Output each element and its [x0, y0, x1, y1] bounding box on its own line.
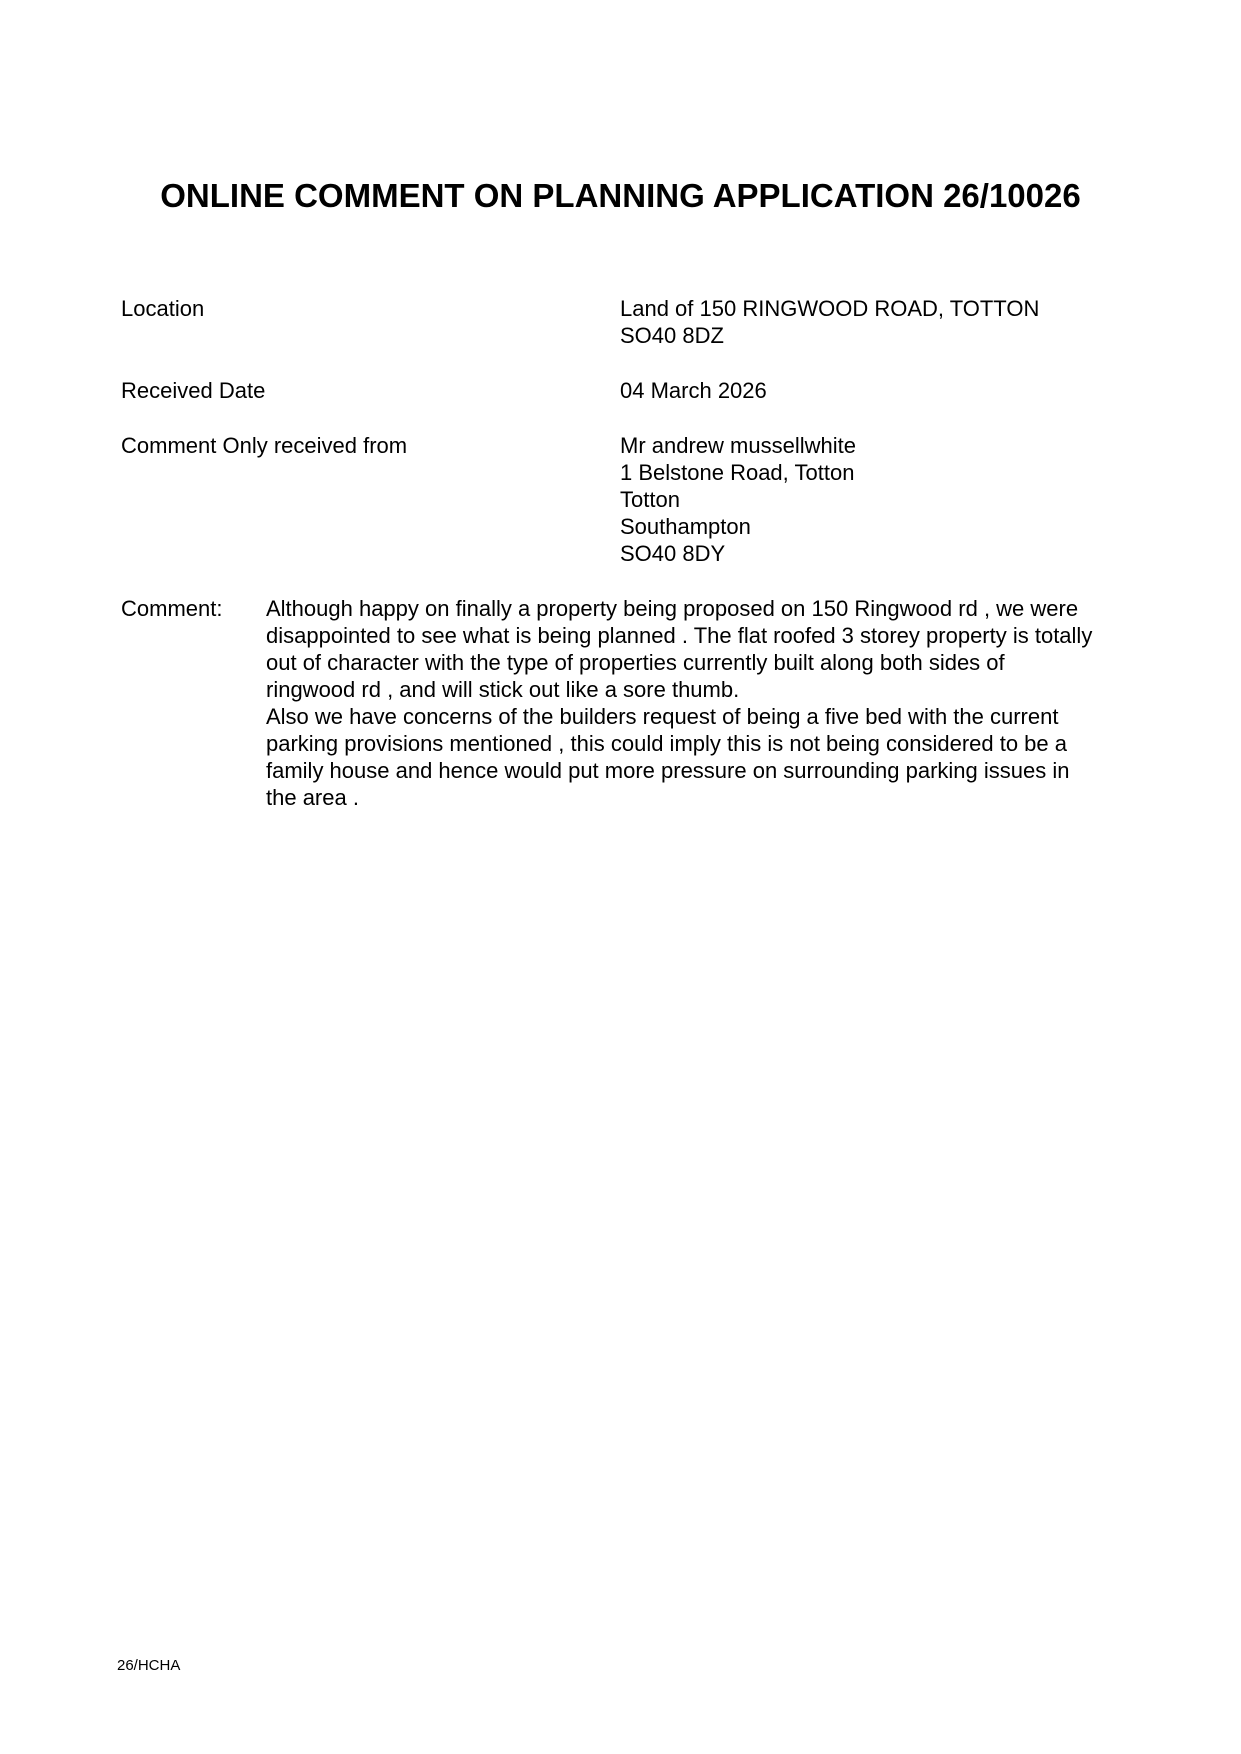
comment-line: out of character with the type of properties currently built along both sides of [266, 650, 1005, 675]
received-date-value [620, 377, 767, 404]
location-label: Location [121, 296, 205, 321]
comment-label: Comment: [121, 596, 223, 621]
comment-line: family house and hence would put more pressure on surrounding parking issues in [266, 758, 1070, 783]
comment-line: disappointed to see what is being planned . The flat roofed 3 storey property is totally [266, 623, 1093, 648]
address-line: Mr andrew mussellwhite [620, 433, 856, 458]
comment-line: the area . [266, 785, 359, 810]
received-date-label: Received Date [121, 378, 266, 403]
received-from-label: Comment Only received from [121, 433, 408, 458]
location-value [620, 295, 1039, 349]
address-line: SO40 8DY [620, 541, 726, 566]
comment-line: parking provisions mentioned , this could imply this is not being considered to be a [266, 731, 1068, 756]
comment-line: Also we have concerns of the builders request of being a five bed with the current [266, 704, 1059, 729]
location-line: SO40 8DZ [620, 323, 724, 348]
address-line: Totton [620, 487, 680, 512]
footer-reference: 26/HCHA [117, 1657, 181, 1674]
received-from-address [620, 432, 856, 567]
page-title: ONLINE COMMENT ON PLANNING APPLICATION 26/10026 [160, 177, 1081, 214]
comment-line: ringwood rd , and will stick out like a sore thumb. [266, 677, 740, 702]
address-line: 1 Belstone Road, Totton [620, 460, 855, 485]
address-line: Southampton [620, 514, 751, 539]
comment-line: Although happy on finally a property being proposed on 150 Ringwood rd , we were [266, 596, 1079, 621]
location-line: Land of 150 RINGWOOD ROAD, TOTTON [620, 296, 1040, 321]
received-date-text: 04 March 2026 [620, 378, 767, 403]
comment-body [266, 595, 1136, 811]
